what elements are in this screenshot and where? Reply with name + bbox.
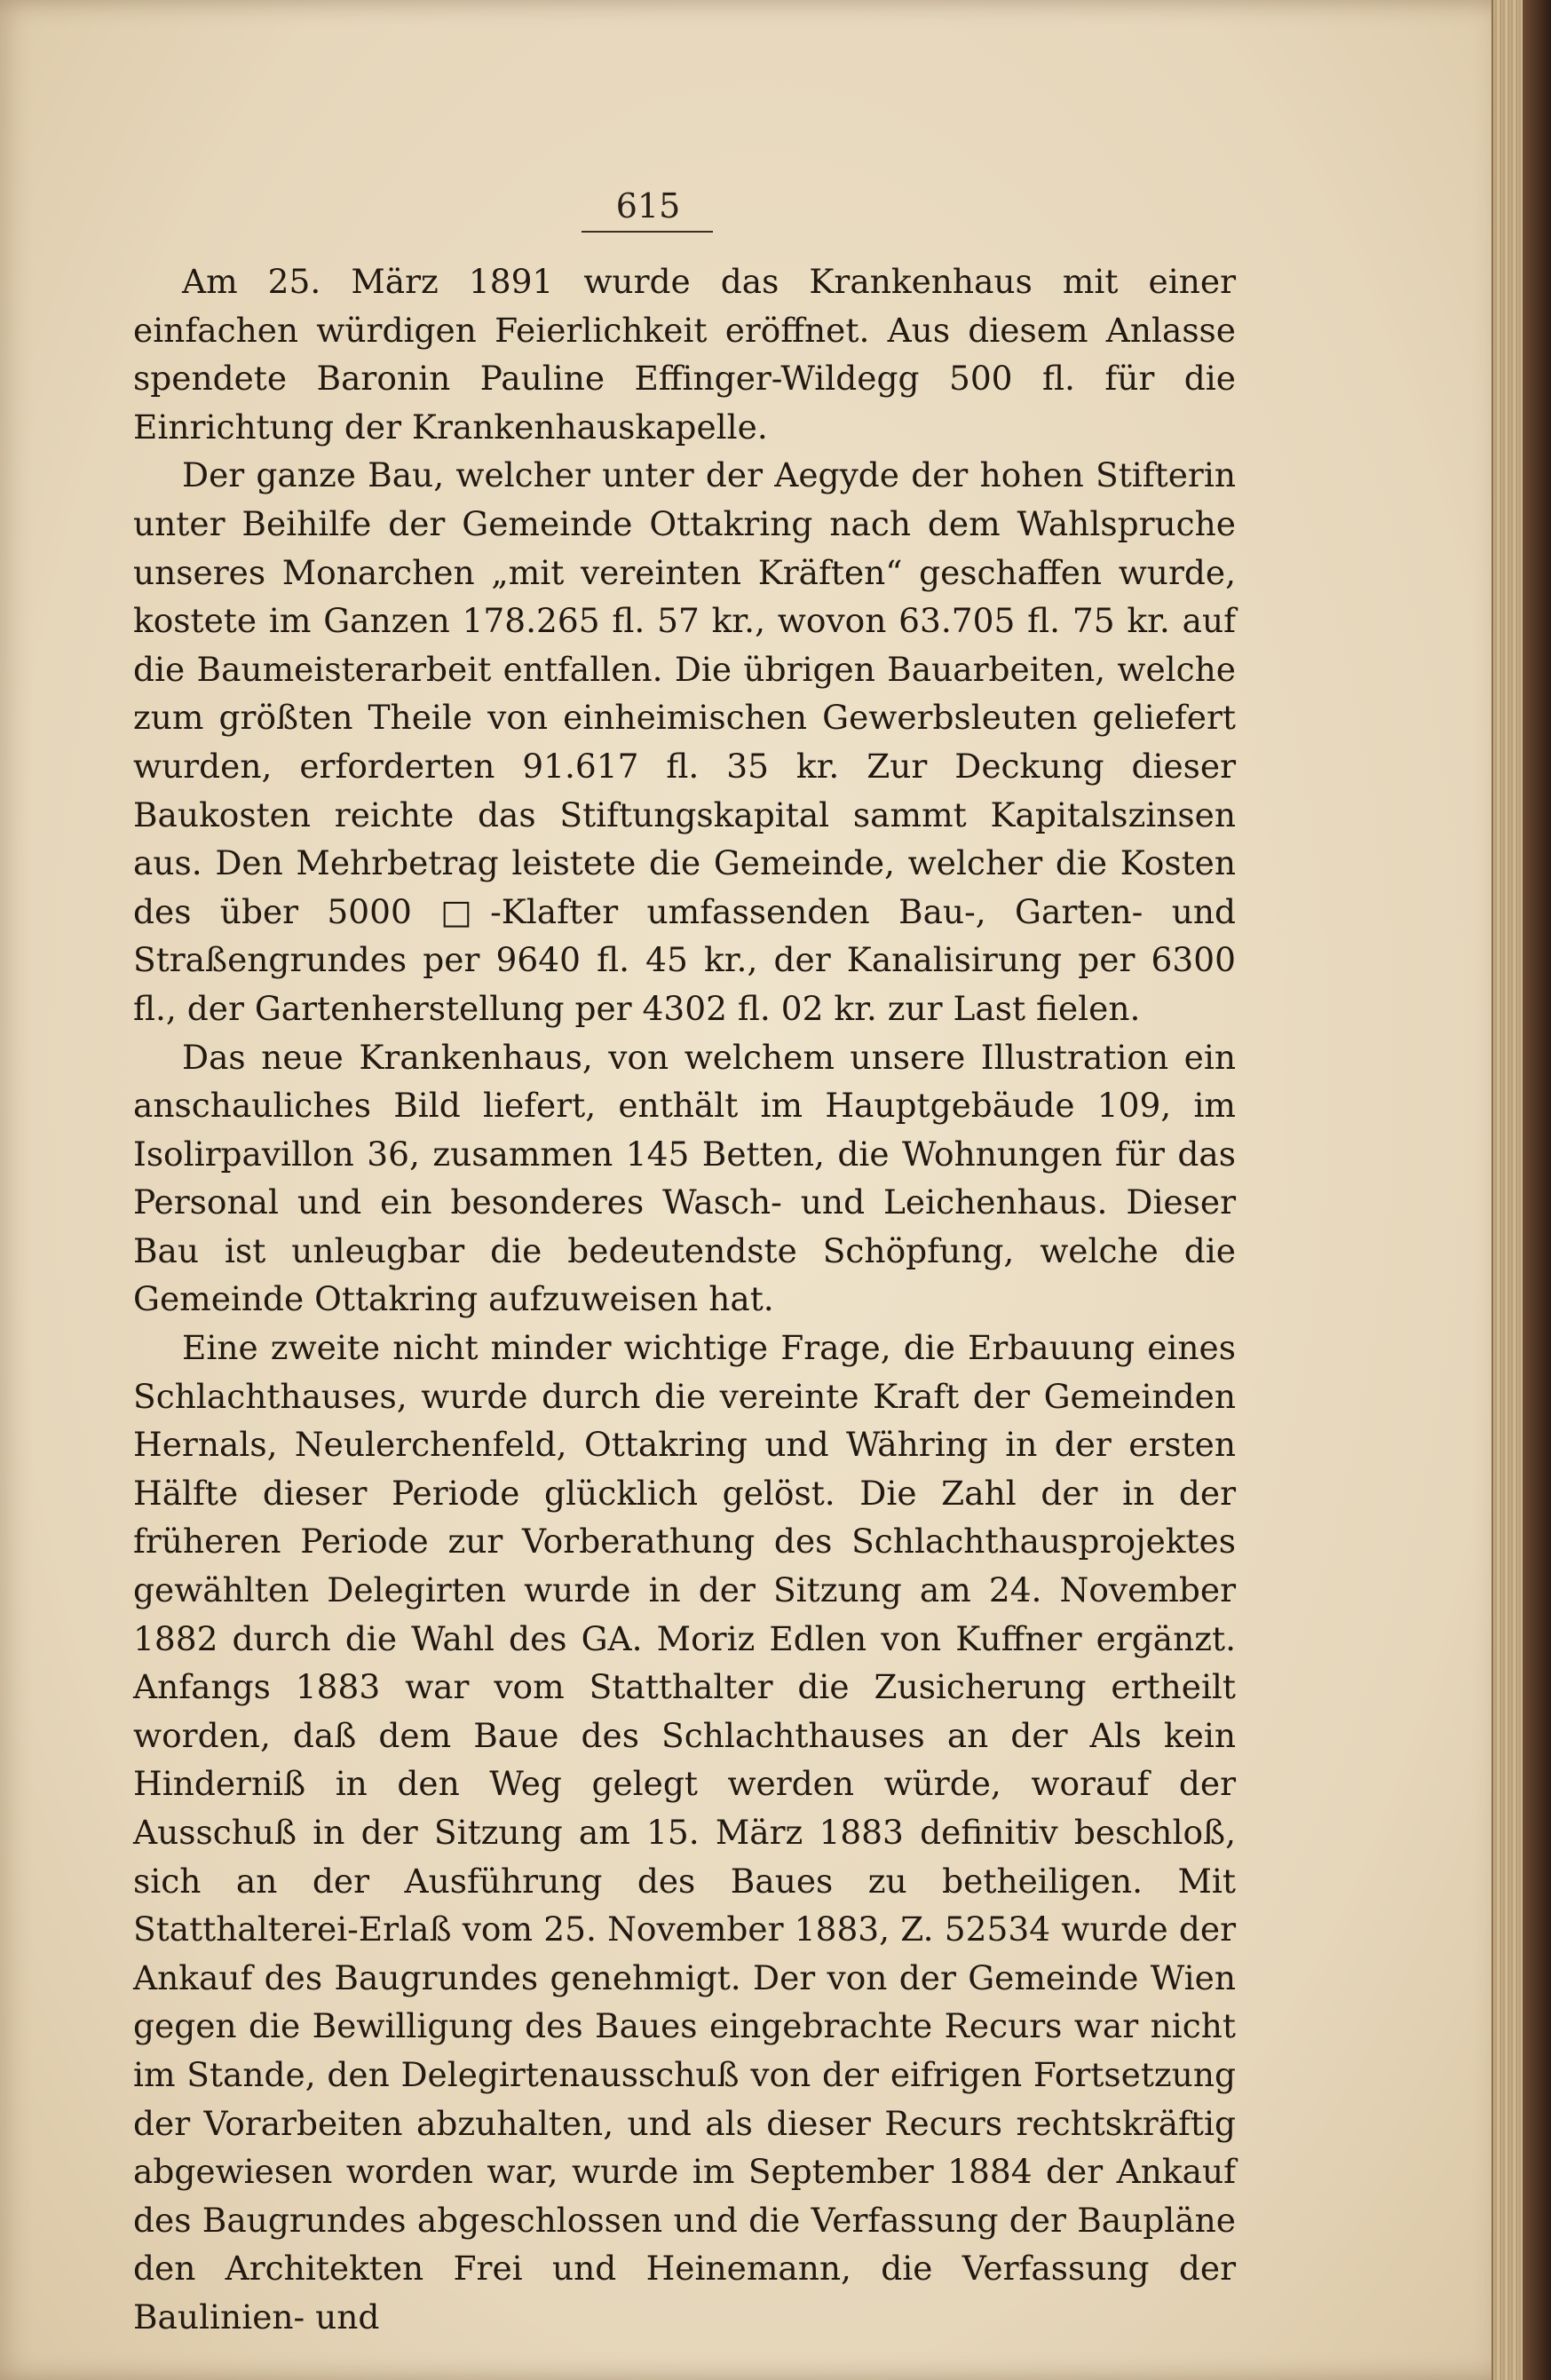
- paragraph-4: Eine zweite nicht minder wichtige Frage, die Erbauung eines Schlachthauses, wurde durch die vereinte Kraft der Gemeinden Hernals, Neulerchenfeld, Ottakring und Währing in der ersten Hälfte dieser Periode glücklich gelöst. Die Zahl der in der früheren Periode zur Vorberathung des Schlachthausprojektes gewählten Delegirten wurde in der Sitzung am 24. November 1882 durch die Wahl des GA. Moriz Edlen von Kuffner ergänzt. Anfangs 1883 war vom Statthalter die Zusicherung ertheilt worden, daß dem Baue des Schlachthauses an der Als kein Hinderniß in den Weg gelegt werden würde, worauf der Ausschuß in der Sitzung am 15. März 1883 definitiv beschloß, sich an der Ausführung des Baues zu betheiligen. Mit Statthalterei-Erlaß vom 25. November 1883, Z. 52534 wurde der Ankauf des Baugrundes genehmigt. Der von der Gemeinde Wien gegen die Bewilligung des Baues eingebrachte Recurs war nicht im Stande, den Delegirtenausschuß von der eifrigen Fortsetzung der Vorarbeiten abzuhalten, und als dieser Recurs rechtskräftig abgewiesen worden war, wurde im September 1884 der Ankauf des Baugrundes abgeschlossen und die Verfassung der Baupläne den Architekten Frei und Heinemann, die Verfassung der Baulinien- und: [133, 1328, 1236, 2337]
- book-cover-edge: [1523, 0, 1551, 2380]
- paragraph-1: Am 25. März 1891 wurde das Krankenhaus mit einer einfachen würdigen Feierlichkeit eröffnet. Aus diesem Anlasse spendete Baronin Pauline Effinger-Wildegg 500 fl. für die Einrichtung der Krankenhauskapelle.: [133, 262, 1236, 447]
- header-rule: [582, 231, 713, 233]
- paragraph-3: Das neue Krankenhaus, von welchem unsere Illustration ein anschauliches Bild liefert, enthält im Hauptgebäude 109, im Isolirpavillon 36, zusammen 145 Betten, die Wohnungen für das Personal und ein besonderes Wasch- und Leichenhaus. Dieser Bau ist unleugbar die bedeutendste Schöpfung, welche die Gemeinde Ottakring aufzuweisen hat.: [133, 1037, 1236, 1319]
- page-number: 615: [615, 186, 681, 225]
- body-text: [133, 257, 1236, 2342]
- paragraph-2: Der ganze Bau, welcher unter der Aegyde der hohen Stifterin unter Beihilfe der Gemeinde Ottakring nach dem Wahlspruche unseres Monarchen „mit vereinten Kräften“ geschaffen wurde, kostete im Ganzen 178.265 fl. 57 kr., wovon 63.705 fl. 75 kr. auf die Baumeisterarbeit entfallen. Die übrigen Bauarbeiten, welche zum größten Theile von einheimischen Gewerbsleuten geliefert wurden, erforderten 91.617 fl. 35 kr. Zur Deckung dieser Baukosten reichte das Stiftungskapital sammt Kapitalszinsen aus. Den Mehrbetrag leistete die Gemeinde, welcher die Kosten des über 5000 □-Klafter umfassenden Bau-, Garten- und Straßengrundes per 9640 fl. 45 kr., der Kanalisirung per 6300 fl., der Gartenherstellung per 4302 fl. 02 kr. zur Last fielen.: [133, 455, 1236, 1028]
